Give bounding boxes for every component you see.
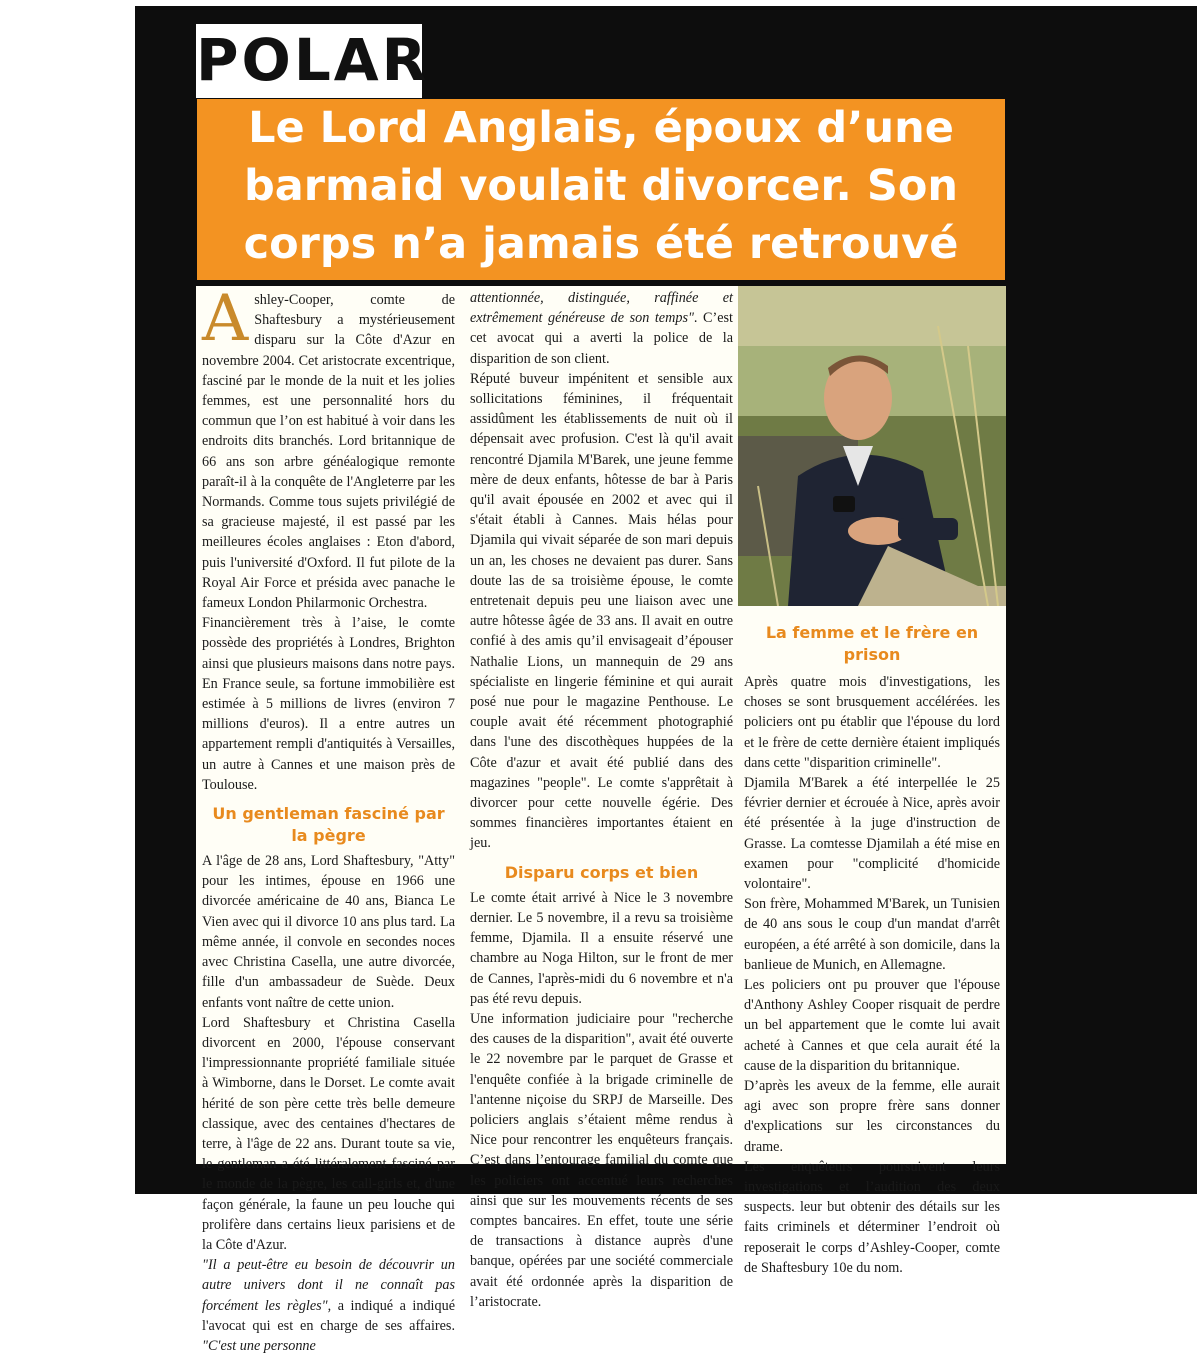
headline-line-1: Le Lord Anglais, époux d’une [248,103,954,153]
paragraph-text: , a indiqué a indiqué l'avocat qui est en charge de ses affaires. [202,1297,455,1334]
paragraph: Les policiers ont pu prouver que l'épouse d'Anthony Ashley Cooper risquait de perdre un bel appartement que le comte lui avait acheté à Cannes et que cela aurait été la cause de la disparition du britannique. [744,977,1000,1074]
paragraph: Djamila M'Barek a été interpellée le 25 février dernier et écrouée à Nice, après avoir été présentée à la juge d'instruction de Grasse. La comtesse Djamilah a été mise en examen pour "complicité d'homicide volontaire". [744,775,1000,893]
paragraph: Lord Shaftesbury et Christina Casella divorcent en 2000, l'épouse conservant l'impressionnante propriété familiale située à Wimborne, dans le Dorset. Le comte avait hérité de son père cette très belle demeure classique, avec des centaines d'hectares de terre, à l'âge de 22 ans. Durant toute sa vie, le gentleman a été littéralement fasciné par le monde de la pègre, les call-girls et, d'une façon générale, la faune un peu louche qui prolifère dans certains lieux parisiens et de la Côte d'Azur. [202,1014,455,1253]
drop-cap: A [202,282,249,356]
paragraph: Après quatre mois d'investigations, les choses se sont brusquement accélérées. les policiers ont pu établir que l'épouse du lord et le frère de cette dernière étaient impliqués dans cette "disparition criminelle". [744,674,1000,771]
portrait-illustration [738,286,1006,606]
paragraph: Les enquêteurs poursuivent leurs investigations et l’audition des deux suspects. leur but obtenir des détails sur les faits criminels et déterminer l’endroit où reposerait le corps d’Ashley-Cooper, comte de Shaftesbury 10e du nom. [744,1158,1000,1276]
subheading: Disparu corps et bien [504,862,699,882]
quote-text: "Il a peut-être eu besoin de découvrir un autre univers dont il ne connaît pas forcément les règles" [202,1257,455,1314]
paragraph: Réputé buveur impénitent et sensible aux sollicitations féminines, il fréquentait assidûment les établissements de nuit où il dépensait avec profusion. C'est là qu'il avait rencontré Djamila M'Barek, une jeune femme mère de deux enfants, hôtesse de bar à Paris qu'il avait épousée en 2002 et avec qui il s'était établi à Cannes. Mais hélas pour Djamila qui vivait séparée de son mari depuis un an, les choses ne devaient pas durer. Sans doute las de sa troisième épouse, le comte entretenait depuis peu une liaison avec une autre hôtesse âgée de 33 ans. Il avait en outre confié à des amis qu’il envisageait d’épouser Nathalie Lions, un mannequin de 29 ans spécialiste en lingerie féminine et qui aurait posé nue pour le magazine Penthouse. Le couple avait été récemment photographié dans l'une des discothèques huppées de la Côte d'azur et avait été publié dans des magazines "people". Le comte s'apprêtait à divorcer pour cette nouvelle égérie. Des sommes financières importantes étaient en jeu. [470,370,733,852]
paragraph: Son frère, Mohammed M'Barek, un Tunisien de 40 ans sous le coup d'un mandat d'arrêt européen, a été arrêté à son domicile, dans la banlieue de Munich, en Allemagne. [744,896,1000,973]
quote-text: attentionnée, distinguée, raffinée et extrêmement généreuse de son temps" [470,290,733,327]
subheading: Un gentleman fasciné par la pègre [212,804,445,846]
section-label: POLAR [196,26,430,94]
paragraph: Le comte était arrivé à Nice le 3 novembre dernier. Le 5 novembre, il a revu sa troisième femme, Djamila. Il a ensuite réservé une chambre au Noga Hilton, sur le front de mer de Cannes, l'après-midi du 6 novembre et n'a pas été revu depuis. [470,889,733,1007]
subheading: La femme et le frère en prison [765,623,979,664]
headline-line-2: barmaid voulait divorcer. Son [244,161,958,211]
paragraph [202,1255,455,1356]
article-column-2 [460,286,738,1310]
paragraph [470,288,733,369]
intro-paragraph [202,282,455,613]
paragraph: Financièrement très à l’aise, le comte possède des propriétés à Londres, Brighton ainsi que plusieurs maisons dans notre pays. En France seule, sa fortune immobilière est estimée à 5 millions de livres (environ 7 millions d'euros). Il a entre autres un appartement rempli d'antiquités à Versailles, un autre à Cannes et une maison près de Toulouse. [202,615,455,793]
headline-line-3: corps n’a jamais été retrouvé [243,219,959,269]
headline-band [197,99,1005,280]
paragraph: Une information judiciaire pour "recherche des causes de la disparition", avait été ouverte le 22 novembre par le parquet de Grasse et l'enquête confiée à la brigade criminelle de l'antenne niçoise du SRPJ de Marseille. Des policiers anglais s’étaient même rendus à Nice pour rencontrer les enquêteurs français. C’est dans l’entourage familial du comte que les policiers ont accentué leurs recherches ainsi que sur les mouvements récents de ses comptes bancaires. En effet, toute une série de transactions à distance auprès d'une banque, opérées par une société commerciale avait été ordonnée après la disparition de l’aristocrate. [470,1010,733,1310]
intro-text: shley-Cooper, comte de Shaftesbury a mystérieusement disparu sur la Côte d'Azur en novembre 2004. Cet aristocrate excentrique, fasciné par le monde de la nuit et les jolies femmes, est une personnalité hors du commun que l’on est habitué à voir dans les endroits dits branchés. Lord britannique de 66 ans son arbre généalogique remonte paraît-il à la conquête de l'Angleterre par les Normands. Comme tous sujets privilégié de sa gracieuse majesté, il est passé par les meilleures écoles anglaises : Eton d'abord, puis l'université d'Oxford. Il fut pilote de la Royal Air Force et présida avec panache le fameux London Philarmonic Orchestra. [202,292,455,612]
paragraph: A l'âge de 28 ans, Lord Shaftesbury, "Atty" pour les intimes, épouse en 1966 une divorcée américaine de 40 ans, Bianca Le Vien avec qui il divorce 10 ans plus tard. La même année, il convole en secondes noces avec Christina Casella, une autre divorcée, fille d'un ambassadeur de Suède. Deux enfants vont naître de cette union. [202,853,455,1011]
paragraph-text: . C’est cet avocat qui a averti la police de la disparition de son client. [470,310,733,367]
section-label-box [196,24,430,98]
article-column-3-text [744,622,1000,1278]
paragraph: D’après les aveux de la femme, elle aurait agi avec son propre frère sans donner d'explications sur les circonstances du drame. [744,1078,1000,1155]
portrait-photo [738,286,1006,606]
quote-text: "C'est une personne [202,1337,316,1354]
article-column-1 [196,282,460,1354]
